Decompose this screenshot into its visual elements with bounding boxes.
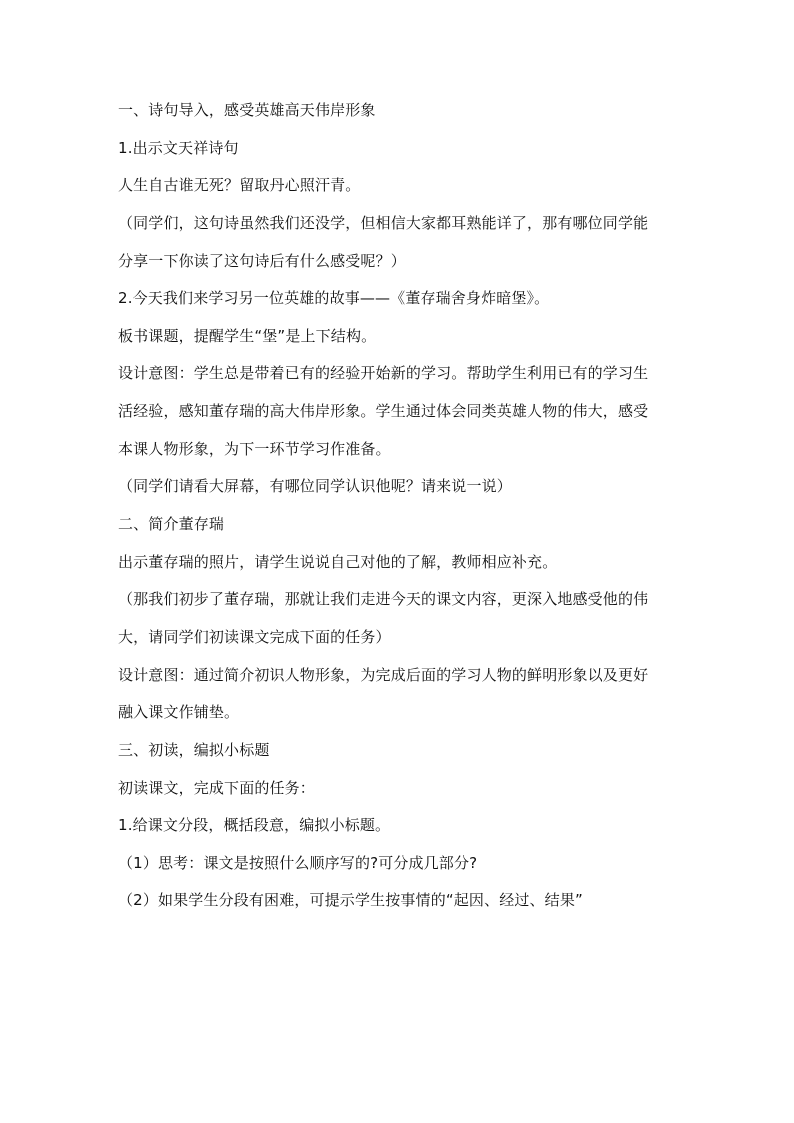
design-intent-line: 活经验，感知董存瑞的高大伟岸形象。学生通过体会同类英雄人物的伟大，感受 bbox=[118, 402, 649, 421]
task-item: 1.给课文分段，概括段意，编拟小标题。 bbox=[118, 816, 391, 835]
section-heading-introduction: 二、简介董存瑞 bbox=[118, 515, 225, 534]
subtask-item: （2）如果学生分段有困难，可提示学生按事情的“起因、经过、结果” bbox=[118, 891, 583, 910]
teacher-prompt-line: （同学们，这句诗虽然我们还没学，但相信大家都耳熟能详了，那有哪位同学能 bbox=[118, 213, 649, 232]
teacher-prompt-line: 大，请同学们初读课文完成下面的任务） bbox=[118, 627, 391, 646]
step-introduce-story: 2.今天我们来学习另一位英雄的故事——《董存瑞舍身炸暗堡》。 bbox=[118, 289, 550, 308]
section-heading-first-reading: 三、初读，编拟小标题 bbox=[118, 740, 270, 759]
design-intent-line: 设计意图：通过简介初识人物形象，为完成后面的学习人物的鲜明形象以及更好 bbox=[118, 665, 649, 684]
task-intro-line: 初读课文，完成下面的任务： bbox=[118, 778, 315, 797]
subtask-item: （1）思考：课文是按照什么顺序写的?可分成几部分? bbox=[118, 853, 478, 872]
board-title-note: 板书课题，提醒学生“堡”是上下结构。 bbox=[118, 326, 377, 345]
teacher-prompt-line: 分享一下你读了这句诗后有什么感受呢？） bbox=[118, 251, 406, 270]
activity-line: 出示董存瑞的照片，请学生说说自己对他的了解，教师相应补充。 bbox=[118, 552, 558, 571]
section-heading-poem-intro: 一、诗句导入，感受英雄高天伟岸形象 bbox=[118, 101, 376, 119]
design-intent-line: 融入课文作铺垫。 bbox=[118, 703, 240, 722]
design-intent-line: 设计意图：学生总是带着已有的经验开始新的学习。帮助学生利用已有的学习生 bbox=[118, 364, 649, 383]
step-show-poem: 1.出示文天祥诗句 bbox=[118, 138, 239, 157]
design-intent-line: 本课人物形象，为下一环节学习作准备。 bbox=[118, 439, 391, 458]
poem-line: 人生自古谁无死？留取丹心照汗青。 bbox=[118, 176, 361, 195]
teacher-prompt-line: （同学们请看大屏幕，有哪位同学认识他呢？请来说一说） bbox=[118, 477, 512, 496]
teacher-prompt-line: （那我们初步了董存瑞，那就让我们走进今天的课文内容，更深入地感受他的伟 bbox=[118, 590, 649, 609]
document-body bbox=[118, 98, 683, 926]
